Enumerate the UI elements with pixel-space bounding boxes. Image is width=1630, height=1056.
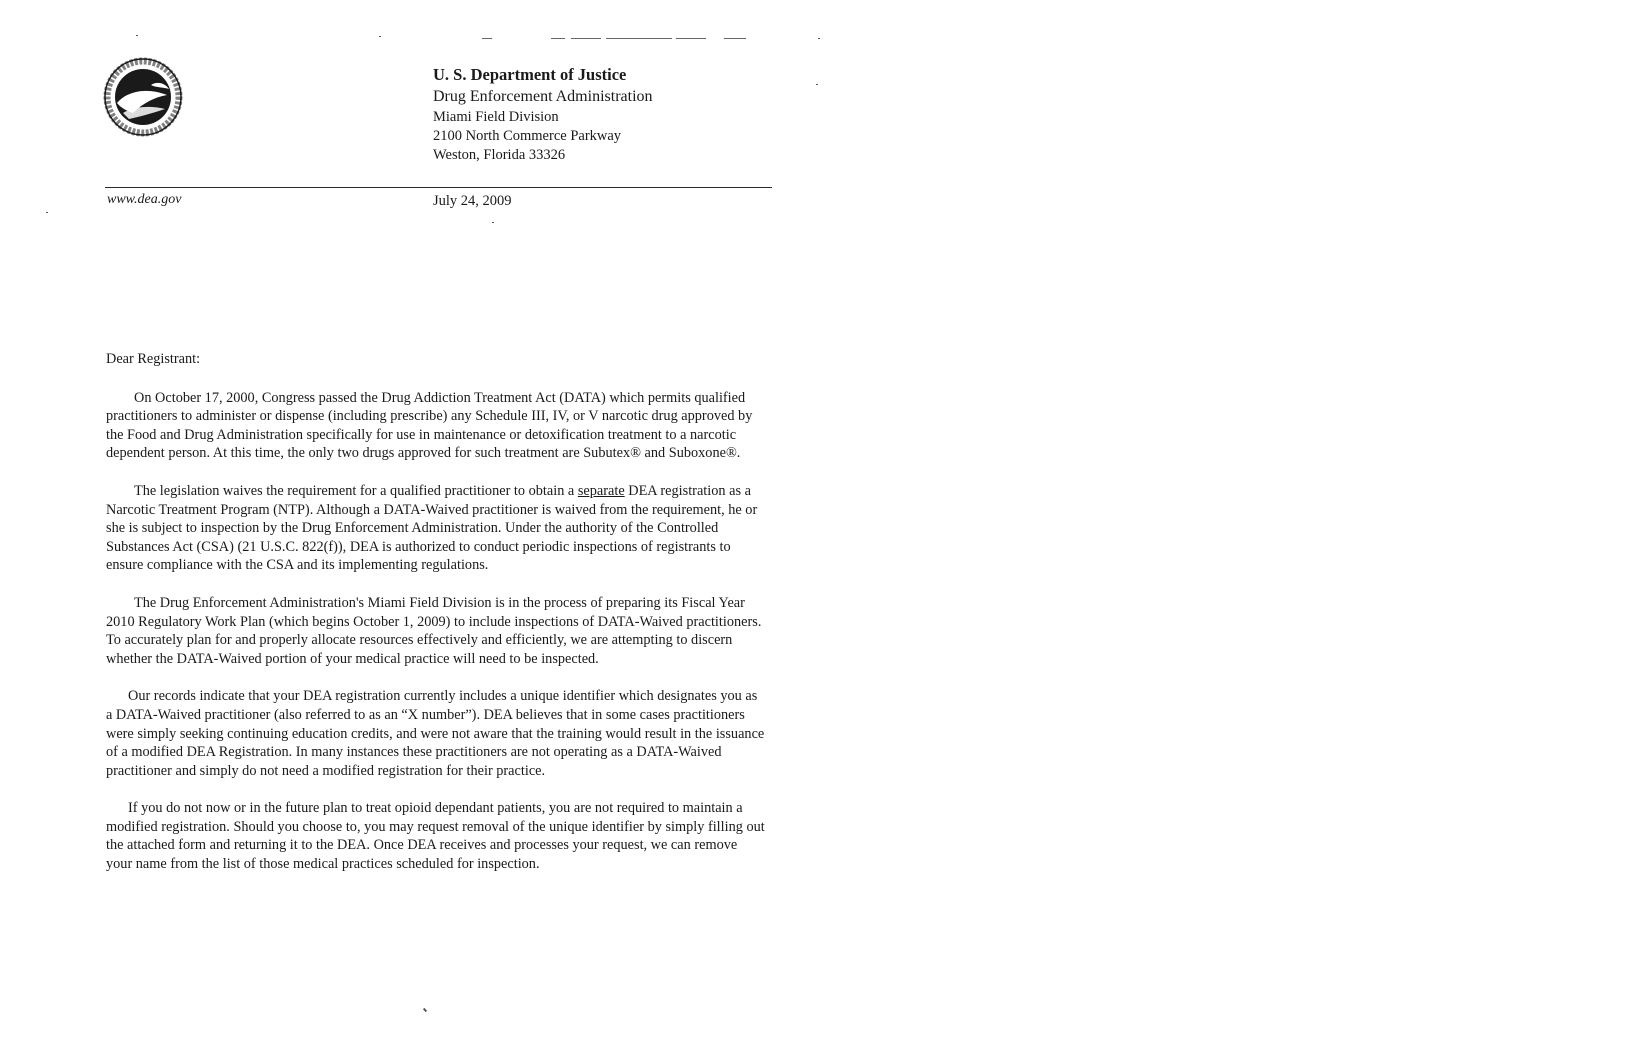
paragraph-4: Our records indicate that your DEA registration currently includes a unique identifier which designates you as a DATA-Waived practitioner (also referred to as an “X number”). DEA believes that in some cases practitioners were simply seeking continuing education credits, and were not aware that the training would result in the issuance of a modified DEA Registration. In many instances these practitioners are not operating as a DATA-Waived practitioner and simply do not need a modified registration for their practice. (106, 688, 765, 779)
department-name: U. S. Department of Justice (433, 65, 627, 84)
scan-speck (136, 35, 138, 36)
paragraph-2-text-before: The legislation waives the requirement for a qualified practitioner to obtain a (134, 482, 578, 499)
emphasis-separate: separate (577, 482, 625, 499)
scan-artifact (551, 38, 565, 39)
letter-body (106, 350, 766, 893)
city-state-zip: Weston, Florida 33326 (433, 147, 566, 163)
letterhead (433, 64, 793, 165)
website-link[interactable]: www.dea.gov (107, 192, 182, 207)
letter-date: July 24, 2009 (433, 193, 512, 209)
scan-speck (46, 212, 48, 213)
scan-speck (379, 36, 381, 37)
dea-seal-logo (103, 57, 183, 137)
paragraph-2-text-after: DEA registration as a Narcotic Treatment Program (NTP). Although a DATA-Waived practitioner is waived from the requirement, he or she is subject to inspection by the Drug Enforcement Administration. Under the authority of the Controlled Substances Act (CSA) (21 U.S.C. 822(f)), DEA is authorized to conduct periodic inspections of registrants to ensure compliance with the CSA and its implementing regulations. (106, 482, 758, 574)
agency-name: Drug Enforcement Administration (433, 88, 653, 105)
paragraph-1: On October 17, 2000, Congress passed the Drug Addiction Treatment Act (DATA) which permits qualified practitioners to administer or dispense (including prescribe) any Schedule III, IV, or V narcotic drug approved by the Food and Drug Administration specifically for use in maintenance or detoxification treatment to a narcotic dependent person. At this time, the only two drugs approved for such treatment are Subutex® and Suboxone®. (106, 389, 753, 462)
street-address: 2100 North Commerce Parkway (433, 128, 622, 144)
scan-artifact (676, 38, 706, 39)
letterhead-divider (105, 187, 772, 188)
division-name: Miami Field Division (433, 109, 559, 125)
paragraph-2 (106, 482, 766, 575)
salutation: Dear Registrant: (106, 351, 201, 367)
scan-speck (816, 84, 818, 85)
scan-artifact (482, 38, 492, 39)
scan-artifact (606, 38, 672, 39)
scan-speck (423, 1008, 427, 1012)
scan-speck (492, 222, 494, 223)
paragraph-3: The Drug Enforcement Administration's Miami Field Division is in the process of preparing its Fiscal Year 2010 Regulatory Work Plan (which begins October 1, 2009) to include inspections of DATA-Waived practitioners. To accurately plan for and properly allocate resources effectively and efficiently, we are attempting to discern whether the DATA-Waived portion of your medical practice will need to be inspected. (106, 594, 762, 667)
scan-artifact (724, 38, 746, 39)
paragraph-5: If you do not now or in the future plan to treat opioid dependant patients, you are not required to maintain a modified registration. Should you choose to, you may request removal of the unique identifier by simply filling out the attached form and returning it to the DEA. Once DEA receives and processes your request, we can remove your name from the list of those medical practices scheduled for inspection. (106, 800, 765, 873)
scan-speck (818, 38, 820, 39)
scan-artifact (571, 38, 601, 39)
